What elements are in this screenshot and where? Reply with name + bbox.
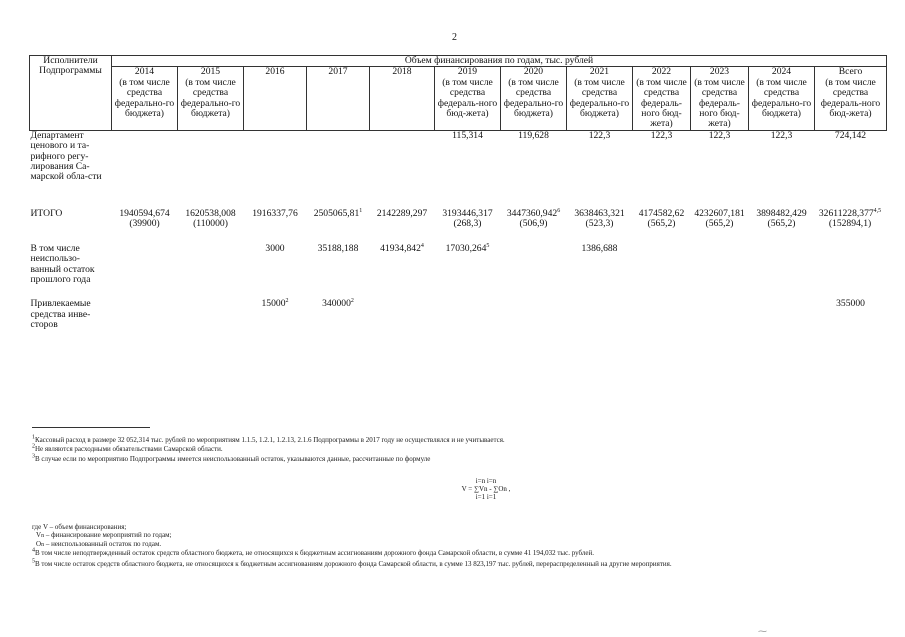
row-unused-balance: В том числе неиспользо-ванный остаток прошлого года 3000 35188,188 41934,842$^4$ 17030,264$^5$ 1386,688 <box>30 242 618 285</box>
year-2014: 2014 (в том числе средства федерально-го бюджета) <box>112 67 178 130</box>
year-2018: 2018 <box>370 67 435 130</box>
formula-vn: Vn – финансирование мероприятий по годам; <box>36 531 172 539</box>
header-executors: Исполнители Подпрограммы <box>30 56 112 131</box>
row-label-department: Департамент ценового и та-рифного регу-лирования Са-марской обла-сти <box>30 129 102 183</box>
formula: i=n i=n V = ∑Vn - ∑On , i=1 i=1 <box>461 477 511 501</box>
year-2017: 2017 <box>307 67 370 130</box>
page-number: 2 <box>452 32 457 43</box>
footnote-1: $^1$Кассовый расход в размере 32 052,314 тыс. рублей по мероприятиям 1.1.5, 1.2.1, 1.2.13, 2.1.6 Подпрограммы в 2017 году не осуществлялся и не учитывается. <box>32 434 505 444</box>
year-2019: 2019 (в том числе средства федераль-ного бюд-жета) <box>435 67 501 130</box>
year-2023: 2023 (в том числе средства федераль-ного бюд-жета) <box>691 67 749 130</box>
row-label-investors: Привлекаемые средства инве-сторов <box>30 298 91 331</box>
funding-table <box>29 55 887 331</box>
year-2022: 2022 (в том числе средства федераль-ного бюд-жета) <box>633 67 691 130</box>
formula-on: On – неиспользованный остаток по годам. <box>36 540 162 548</box>
row-total: ИТОГО 1940594,674 (39900) 1620538,008 (110000) 1916337,76 2505065,81$^1$ 2142289,297 3193446,317 (268,3) 3447360,942$^6$ (506,9) 3638463,321 (523,3) 4174582,62 (565,2) 4232607,181 (565,2) 3898482,429 (565,2) 32611228,377$^{4,5}$ (152894,1) <box>30 207 882 230</box>
scan-artifact: ⁓ <box>758 626 767 636</box>
header-years-row <box>30 67 887 130</box>
formula-where: где V – объем финансирования; <box>32 523 127 531</box>
row-label-unused: В том числе неиспользо-ванный остаток прошлого года <box>30 242 95 285</box>
year-2024: 2024 (в том числе средства федерально-го бюджета) <box>749 67 815 130</box>
row-label-total: ИТОГО <box>30 207 63 219</box>
year-2015: 2015 (в том числе средства федерально-го бюджета) <box>178 67 244 130</box>
footnote-3: $^3$В случае если по мероприятию Подпрограммы имеется неиспользованный остаток, указываются данные, рассчитанные по формуле <box>32 453 431 463</box>
year-total: Всего (в том числе средства федераль-ного бюд-жета) <box>815 67 887 130</box>
row-investors: Привлекаемые средства инве-сторов 15000$^2$ 340000$^2$ 355000 <box>30 298 865 331</box>
row-department: Департамент ценового и та-рифного регу-лирования Са-марской обла-сти 115,314 119,628 122,3 122,3 122,3 122,3 724,142 <box>30 129 867 183</box>
year-2020: 2020 (в том числе средства федерально-го бюджета) <box>501 67 567 130</box>
footnote-4: $^4$В том числе неподтвержденный остаток средств областного бюджета, не относящихся к бюджетным ассигнованиям дорожного фонда Самарской области, в сумме 41 194,032 тыс. рублей. <box>32 547 595 557</box>
year-2021: 2021 (в том числе средства федерально-го бюджета) <box>567 67 633 130</box>
footnote-separator <box>32 427 150 428</box>
year-2016: 2016 <box>244 67 307 130</box>
footnote-2: $^2$Не являются расходными обязательствами Самарской области. <box>32 443 223 453</box>
footnote-5: $^5$В том числе остаток средств областного бюджета, не относящихся к бюджетным ассигнованиям дорожного фонда Самарской области, в сумме 13 823,197 тыс. рублей, перераспределенный на другие мероприятия. <box>32 558 672 568</box>
header-funding-title: Объем финансирования по годам, тыс. рублей <box>112 56 887 67</box>
